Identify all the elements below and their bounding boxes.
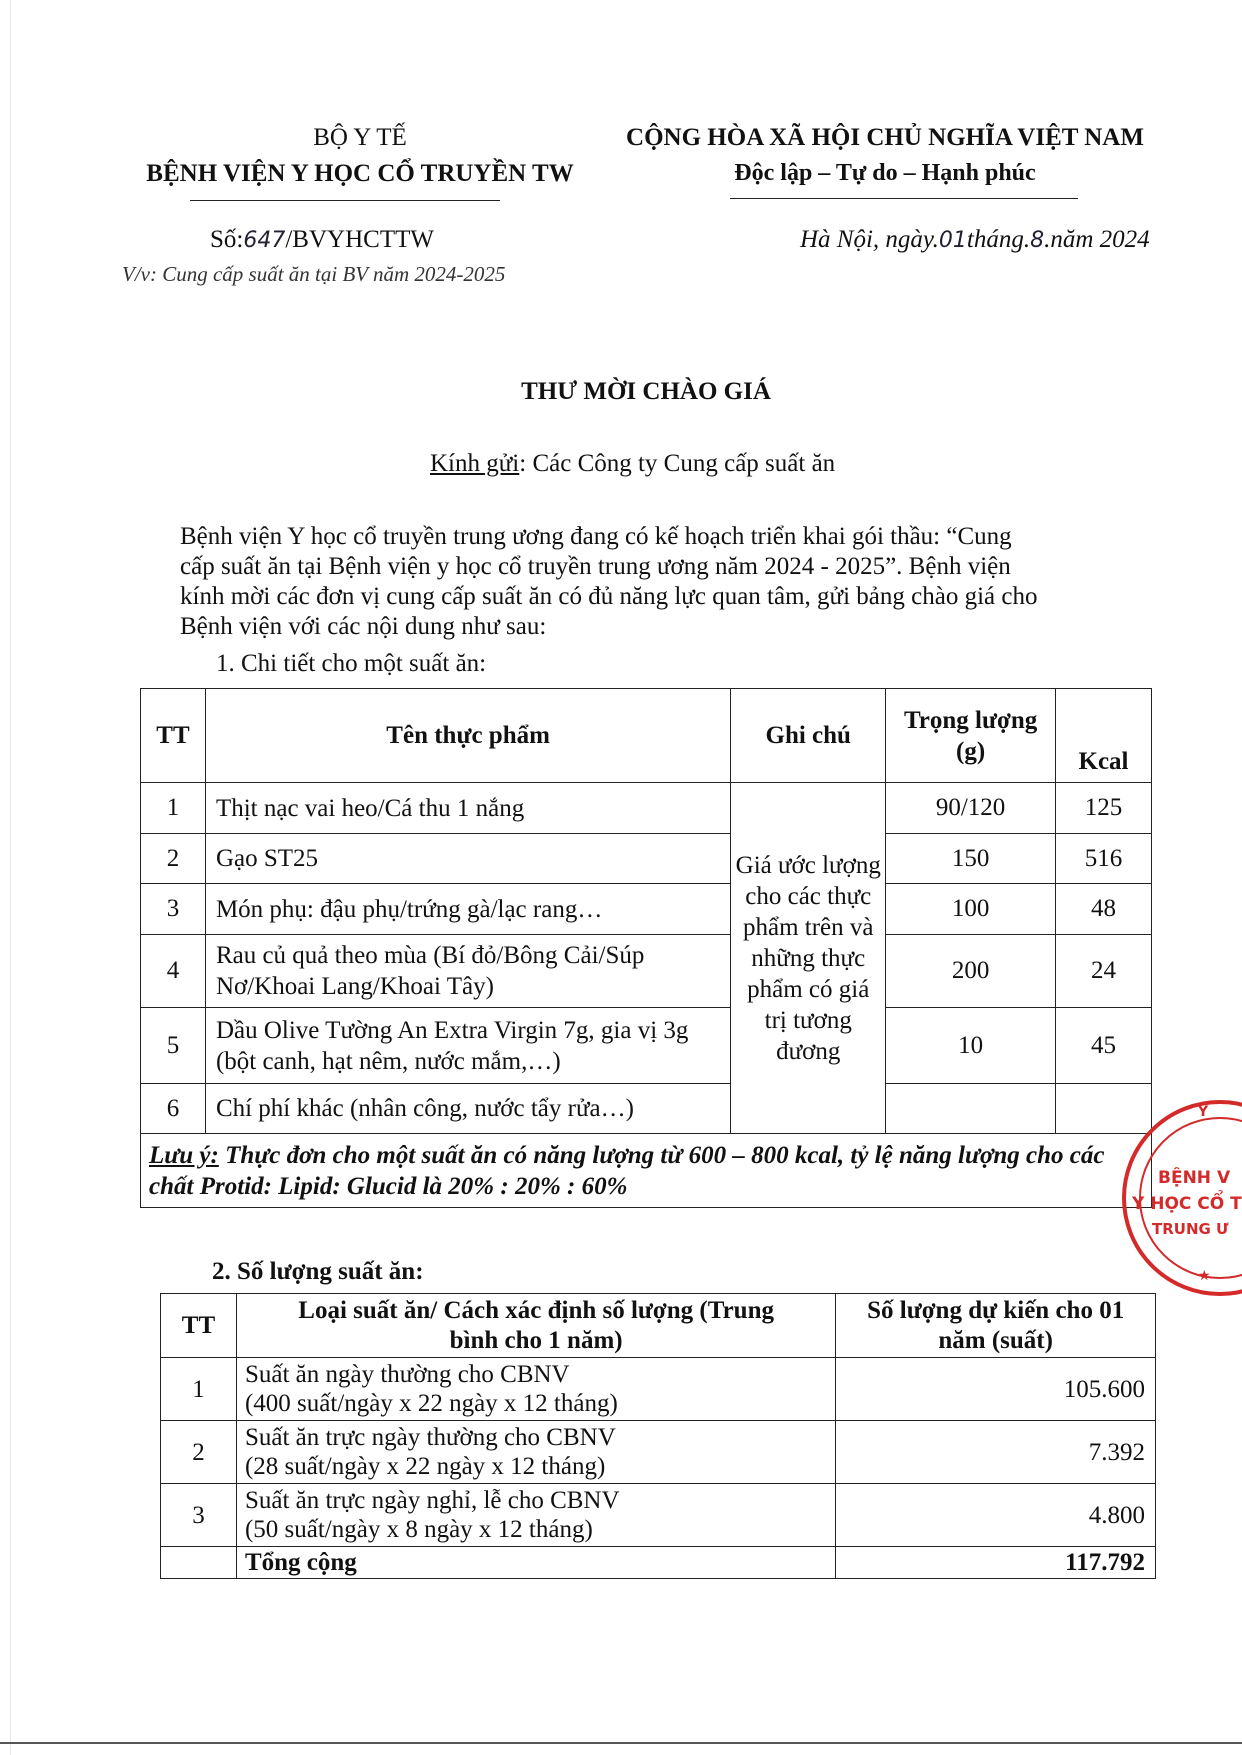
- hospital-name: BỆNH VIỆN Y HỌC CỔ TRUYỀN TW: [146, 160, 574, 187]
- col-header-name: Tên thực phẩm: [205, 689, 730, 783]
- country-name: CỘNG HÒA XÃ HỘI CHỦ NGHĨA VIỆT NAM: [626, 124, 1144, 151]
- stamp-star-icon: ★: [1198, 1268, 1211, 1284]
- intro-line: cấp suất ăn tại Bệnh viện y học cổ truyền trung ương năm 2024 - 2025”. Bệnh viện: [180, 553, 1011, 580]
- doc-number-suffix: /BVYHCTTW: [285, 226, 434, 253]
- cell-name: Thịt nạc vai heo/Cá thu 1 nắng: [205, 783, 730, 834]
- cell-qty: 7.392: [836, 1421, 1156, 1484]
- date-day: 01: [938, 228, 967, 253]
- recipient-text: : Các Công ty Cung cấp suất ăn: [519, 450, 836, 477]
- cell-weight: [886, 1084, 1056, 1134]
- document-date: [800, 226, 1150, 254]
- date-mid: tháng.: [966, 226, 1031, 253]
- cell-name: Rau củ quả theo mùa (Bí đỏ/Bông Cải/Súp Nơ/Khoai Lang/Khoai Tây): [205, 935, 730, 1008]
- cell-tt: 1: [141, 783, 206, 834]
- cell-note: Giá ước lượng cho các thực phẩm trên và những thực phẩm có giá trị tương đương: [731, 783, 886, 1134]
- cell-weight: 10: [886, 1008, 1056, 1084]
- date-suffix: .năm 2024: [1044, 226, 1150, 253]
- total-value: 117.792: [836, 1547, 1156, 1579]
- doc-number-handwritten: 647: [243, 228, 286, 253]
- cell-weight: 150: [886, 834, 1056, 884]
- table-row: [161, 1484, 1156, 1547]
- cell-empty: [161, 1547, 237, 1579]
- meal-quantity-table: [160, 1293, 1156, 1579]
- cell-tt: 3: [161, 1484, 237, 1547]
- cell-tt: 5: [141, 1008, 206, 1084]
- col-header-tt: TT: [141, 689, 206, 783]
- intro-paragraph: [180, 522, 1037, 642]
- col-header-note: Ghi chú: [731, 689, 886, 783]
- desc-line1: Suất ăn ngày thường cho CBNV: [244, 1361, 570, 1388]
- desc-line2: (28 suất/ngày x 22 ngày x 12 tháng): [244, 1453, 606, 1480]
- cell-kcal: 48: [1056, 884, 1152, 935]
- cell-kcal: 24: [1056, 935, 1152, 1008]
- stamp-text: BỆNH V: [1158, 1168, 1231, 1188]
- cell-tt: 2: [141, 834, 206, 884]
- recipient: [430, 450, 835, 478]
- header-right-rule: [730, 198, 1078, 199]
- table-header-row: [141, 689, 1152, 783]
- cell-tt: 2: [161, 1421, 237, 1484]
- total-row: [161, 1547, 1156, 1579]
- cell-desc: [236, 1358, 835, 1421]
- cell-tt: 4: [141, 935, 206, 1008]
- hospital-stamp: [1090, 1098, 1242, 1298]
- cell-qty: 4.800: [836, 1484, 1156, 1547]
- stamp-text: Y HỌC CỔ T: [1132, 1194, 1242, 1214]
- note-label: Lưu ý:: [149, 1141, 219, 1169]
- desc-line2: (50 suất/ngày x 8 ngày x 12 tháng): [244, 1516, 593, 1543]
- col-header-kcal: Kcal: [1056, 689, 1152, 783]
- desc-line1: Suất ăn trực ngày nghỉ, lễ cho CBNV: [244, 1487, 620, 1514]
- cell-desc: [236, 1484, 835, 1547]
- section2-heading: 2. Số lượng suất ăn:: [212, 1258, 424, 1285]
- document-number: [210, 226, 434, 254]
- stamp-text: TRUNG Ư: [1152, 1220, 1229, 1238]
- table-row: [141, 1008, 1152, 1084]
- meal-detail-table: [140, 688, 1152, 1208]
- cell-tt: 3: [141, 884, 206, 935]
- scan-edge-bottom: [0, 1742, 1242, 1744]
- cell-tt: 6: [141, 1084, 206, 1134]
- desc-line2: (400 suất/ngày x 22 ngày x 12 tháng): [244, 1390, 618, 1417]
- scan-edge-left: [10, 0, 11, 1755]
- cell-weight: 90/120: [886, 783, 1056, 834]
- desc-line1: Suất ăn trực ngày thường cho CBNV: [244, 1424, 616, 1451]
- intro-line: Bệnh viện Y học cổ truyền trung ương đang có kế hoạch triển khai gói thầu: “Cung: [180, 523, 1012, 550]
- cell-kcal: 45: [1056, 1008, 1152, 1084]
- table-row: [141, 834, 1152, 884]
- document-subject: V/v: Cung cấp suất ăn tại BV năm 2024-2025: [122, 262, 506, 286]
- intro-line: kính mời các đơn vị cung cấp suất ăn có đủ năng lực quan tâm, gửi bảng chào giá cho: [180, 583, 1038, 610]
- cell-name: Chí phí khác (nhân công, nước tẩy rửa…): [205, 1084, 730, 1134]
- national-motto: Độc lập – Tự do – Hạnh phúc: [734, 160, 1036, 186]
- col-header-qty: Số lượng dự kiến cho 01 năm (suất): [836, 1294, 1156, 1358]
- col-header-tt: TT: [161, 1294, 237, 1358]
- table-header-row: [161, 1294, 1156, 1358]
- col-header-type: Loại suất ăn/ Cách xác định số lượng (Trung bình cho 1 năm): [236, 1294, 835, 1358]
- cell-kcal: 516: [1056, 834, 1152, 884]
- date-month: 8: [1030, 228, 1045, 253]
- cell-weight: 200: [886, 935, 1056, 1008]
- col-header-weight: Trọng lượng (g): [886, 689, 1056, 783]
- cell-kcal: 125: [1056, 783, 1152, 834]
- intro-line: Bệnh viện với các nội dung như sau:: [180, 613, 547, 640]
- cell-tt: 1: [161, 1358, 237, 1421]
- header-left-rule: [190, 200, 500, 201]
- table-row: [141, 783, 1152, 834]
- note-row: [141, 1134, 1152, 1208]
- section1-heading: 1. Chi tiết cho một suất ăn:: [216, 650, 487, 677]
- table-row: [161, 1358, 1156, 1421]
- ministry-name: BỘ Y TẾ: [313, 124, 407, 151]
- page-title: THƯ MỜI CHÀO GIÁ: [521, 378, 771, 405]
- table-row: [141, 935, 1152, 1008]
- table-row: [161, 1421, 1156, 1484]
- cell-name: Gạo ST25: [205, 834, 730, 884]
- date-prefix: Hà Nội, ngày.: [800, 226, 939, 253]
- cell-name: Dầu Olive Tường An Extra Virgin 7g, gia vị 3g (bột canh, hạt nêm, nước mắm,…): [205, 1008, 730, 1084]
- stamp-text: Y: [1198, 1104, 1209, 1120]
- cell-name: Món phụ: đậu phụ/trứng gà/lạc rang…: [205, 884, 730, 935]
- cell-qty: 105.600: [836, 1358, 1156, 1421]
- table-row: [141, 1084, 1152, 1134]
- total-label: Tổng cộng: [236, 1547, 835, 1579]
- doc-number-prefix: Số:: [210, 226, 244, 253]
- cell-desc: [236, 1421, 835, 1484]
- table-row: [141, 884, 1152, 935]
- note-text: Thực đơn cho một suất ăn có năng lượng từ 600 – 800 kcal, tỷ lệ năng lượng cho các chất Protid: Lipid: Glucid là 20% : 20% : 60%: [149, 1141, 1105, 1200]
- recipient-label: Kính gửi: [430, 450, 520, 477]
- note-cell: [141, 1134, 1152, 1208]
- cell-weight: 100: [886, 884, 1056, 935]
